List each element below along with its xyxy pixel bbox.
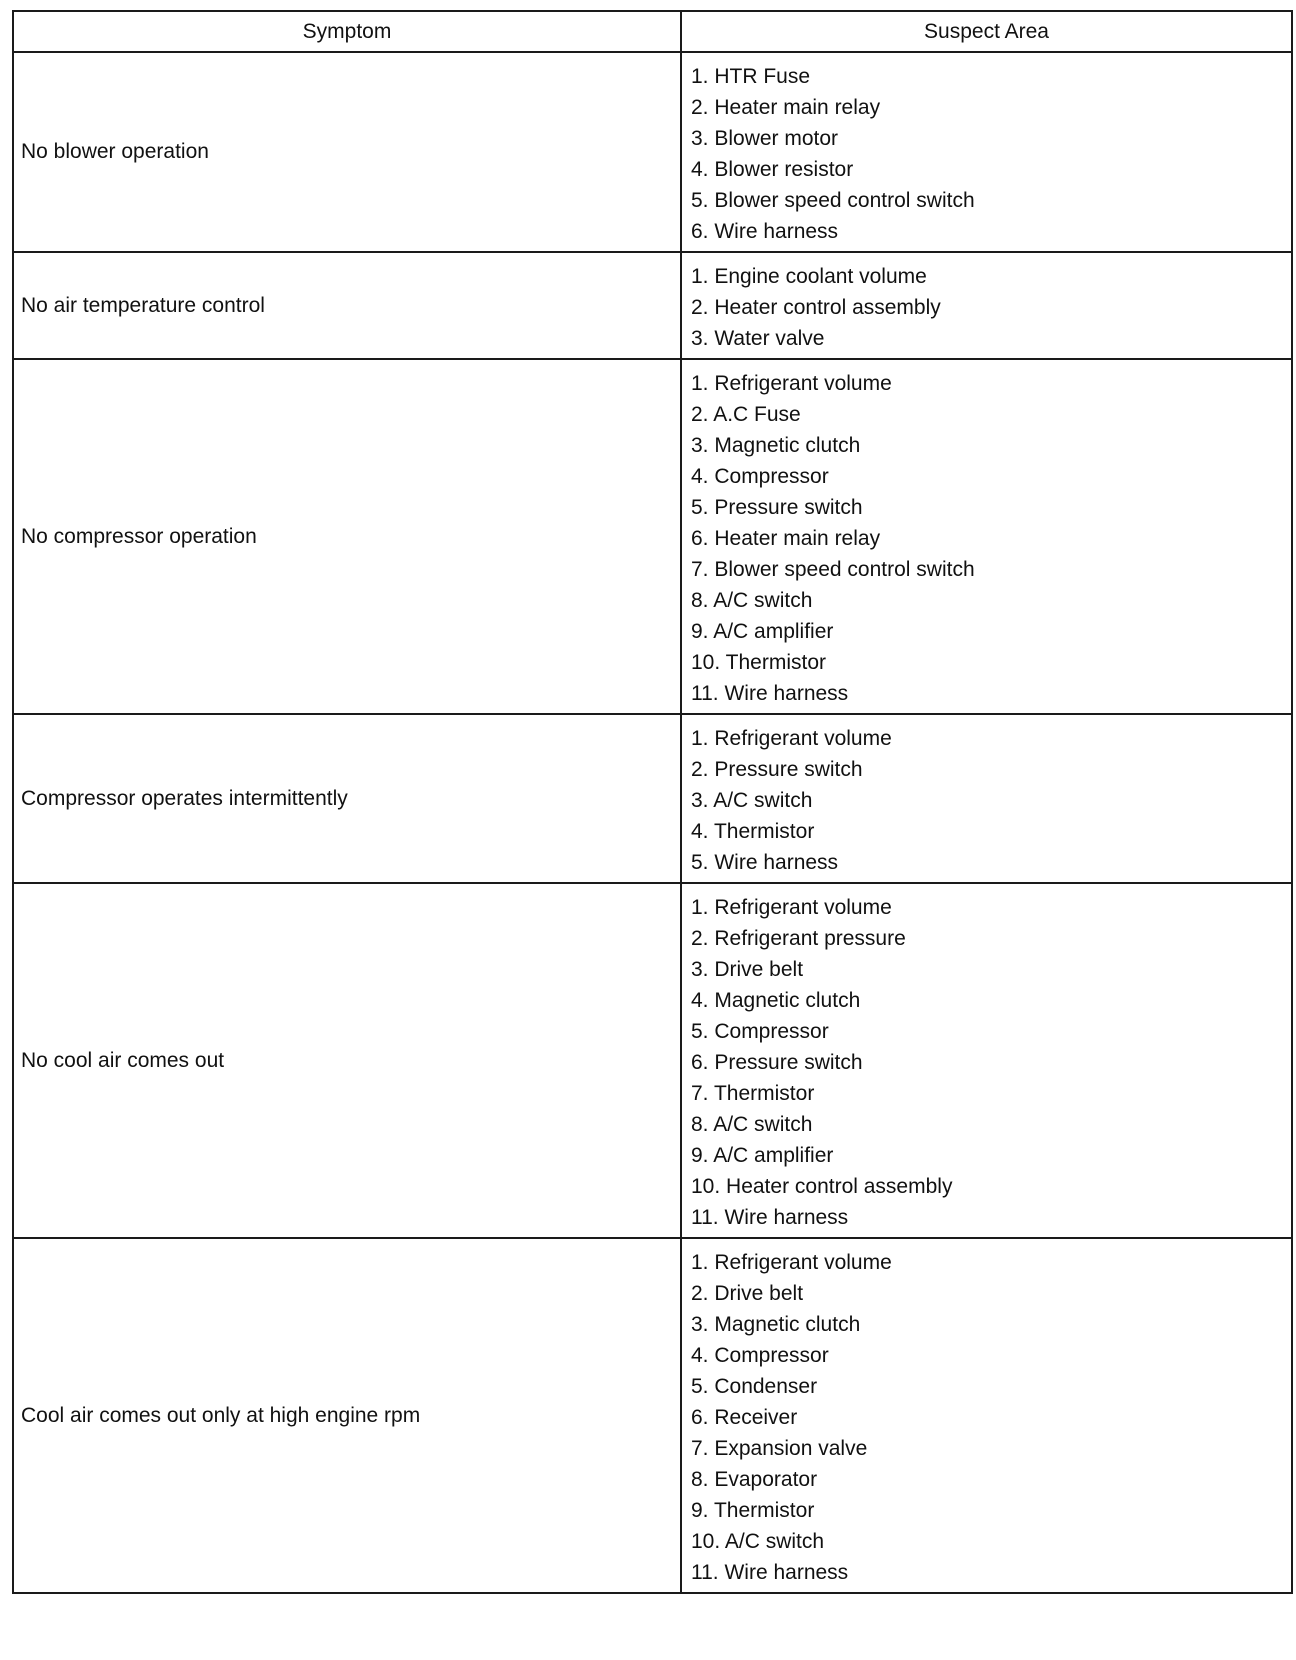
- suspect-area-cell: [681, 359, 1292, 714]
- suspect-area-item: 2. Heater main relay: [691, 96, 881, 119]
- table-header-row: [13, 11, 1292, 52]
- suspect-area-item: 3. Blower motor: [691, 127, 839, 150]
- suspect-area-item: 4. Magnetic clutch: [691, 989, 861, 1012]
- suspect-area-item: 8. A/C switch: [691, 1113, 813, 1136]
- suspect-area-item: 1. Refrigerant volume: [691, 727, 892, 750]
- suspect-area-item: 3. Magnetic clutch: [691, 1313, 861, 1336]
- table-row: [13, 52, 1292, 252]
- suspect-area-item: 3. A/C switch: [691, 789, 813, 812]
- suspect-area-column-header: Suspect Area: [681, 11, 1292, 52]
- suspect-area-item: 2. A.C Fuse: [691, 403, 801, 426]
- suspect-area-item: 4. Compressor: [691, 1344, 829, 1367]
- symptom-cell: No blower operation: [13, 52, 681, 252]
- symptom-cell: No air temperature control: [13, 252, 681, 359]
- suspect-area-item: 9. A/C amplifier: [691, 620, 834, 643]
- suspect-area-item: 3. Magnetic clutch: [691, 434, 861, 457]
- suspect-area-item: 7. Expansion valve: [691, 1437, 868, 1460]
- suspect-area-list: [691, 723, 1291, 878]
- suspect-area-item: 8. A/C switch: [691, 589, 813, 612]
- suspect-area-item: 6. Receiver: [691, 1406, 798, 1429]
- suspect-area-item: 1. Refrigerant volume: [691, 896, 892, 919]
- suspect-area-list: [691, 261, 1291, 354]
- suspect-area-item: 11. Wire harness: [691, 682, 849, 705]
- suspect-area-cell: [681, 714, 1292, 883]
- suspect-area-item: 5. Compressor: [691, 1020, 829, 1043]
- suspect-area-item: 2. Pressure switch: [691, 758, 863, 781]
- table-row: [13, 252, 1292, 359]
- suspect-area-item: 11. Wire harness: [691, 1561, 849, 1584]
- suspect-area-item: 3. Drive belt: [691, 958, 804, 981]
- suspect-area-cell: [681, 1238, 1292, 1593]
- suspect-area-item: 4. Thermistor: [691, 820, 815, 843]
- suspect-area-cell: [681, 52, 1292, 252]
- suspect-area-item: 2. Refrigerant pressure: [691, 927, 906, 950]
- suspect-area-item: 9. Thermistor: [691, 1499, 815, 1522]
- suspect-area-item: 1. Refrigerant volume: [691, 1251, 892, 1274]
- suspect-area-item: 5. Wire harness: [691, 851, 839, 874]
- suspect-area-item: 1. HTR Fuse: [691, 65, 811, 88]
- suspect-area-list: [691, 892, 1291, 1233]
- suspect-area-list: [691, 1247, 1291, 1588]
- suspect-area-item: 4. Blower resistor: [691, 158, 854, 181]
- suspect-area-item: 10. Heater control assembly: [691, 1175, 953, 1198]
- symptom-table: [12, 10, 1293, 1594]
- table-row: [13, 359, 1292, 714]
- suspect-area-item: 10. A/C switch: [691, 1530, 825, 1553]
- suspect-area-item: 5. Pressure switch: [691, 496, 863, 519]
- suspect-area-cell: [681, 883, 1292, 1238]
- suspect-area-list: [691, 368, 1291, 709]
- symptom-cell: No cool air comes out: [13, 883, 681, 1238]
- suspect-area-item: 2. Heater control assembly: [691, 296, 941, 319]
- table-row: [13, 1238, 1292, 1593]
- suspect-area-item: 8. Evaporator: [691, 1468, 818, 1491]
- suspect-area-item: 3. Water valve: [691, 327, 825, 350]
- suspect-area-item: 11. Wire harness: [691, 1206, 849, 1229]
- suspect-area-item: 10. Thermistor: [691, 651, 826, 674]
- symptom-cell: Cool air comes out only at high engine rpm: [13, 1238, 681, 1593]
- suspect-area-item: 6. Pressure switch: [691, 1051, 863, 1074]
- suspect-area-item: 4. Compressor: [691, 465, 829, 488]
- symptom-cell: Compressor operates intermittently: [13, 714, 681, 883]
- table-row: [13, 714, 1292, 883]
- symptom-column-header: Symptom: [13, 11, 681, 52]
- suspect-area-cell: [681, 252, 1292, 359]
- suspect-area-item: 2. Drive belt: [691, 1282, 804, 1305]
- suspect-area-item: 5. Blower speed control switch: [691, 189, 975, 212]
- table-row: [13, 883, 1292, 1238]
- suspect-area-item: 6. Wire harness: [691, 220, 839, 243]
- suspect-area-item: 7. Blower speed control switch: [691, 558, 975, 581]
- suspect-area-item: 1. Engine coolant volume: [691, 265, 927, 288]
- symptom-cell: No compressor operation: [13, 359, 681, 714]
- suspect-area-item: 6. Heater main relay: [691, 527, 881, 550]
- suspect-area-item: 7. Thermistor: [691, 1082, 815, 1105]
- suspect-area-list: [691, 61, 1291, 247]
- table-body: [13, 52, 1292, 1593]
- suspect-area-item: 9. A/C amplifier: [691, 1144, 834, 1167]
- suspect-area-item: 1. Refrigerant volume: [691, 372, 892, 395]
- suspect-area-item: 5. Condenser: [691, 1375, 818, 1398]
